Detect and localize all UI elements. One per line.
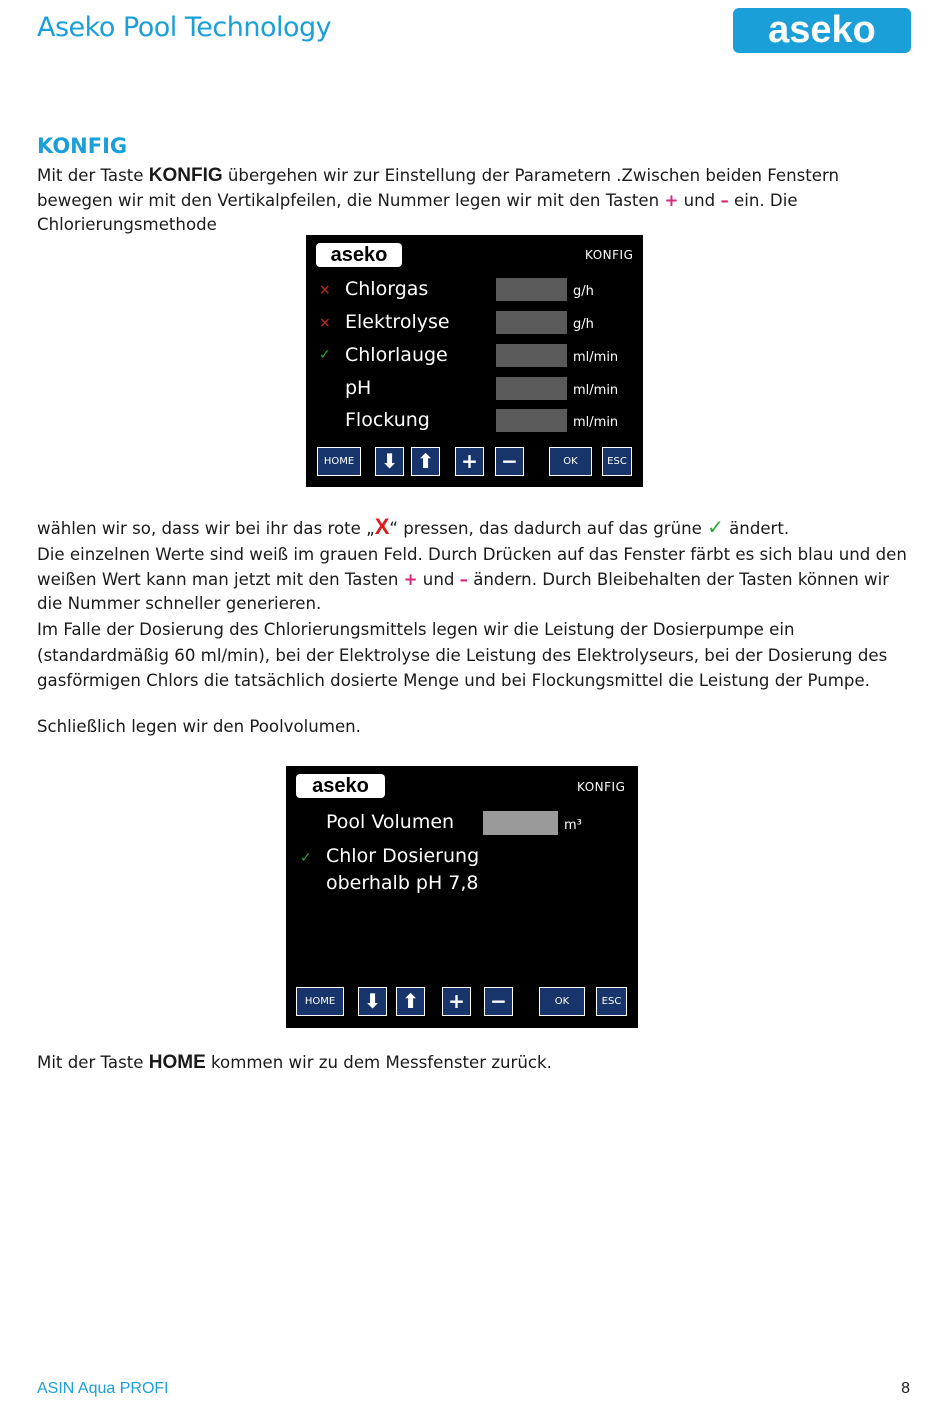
p1-text-b: “ pressen, das dadurch auf das grüne [389,519,708,538]
pool-volume-unit: m³ [564,818,582,833]
chlorgas-unit: g/h [573,284,594,299]
page-number: 8 [901,1380,910,1397]
minus-symbol: – [459,569,468,589]
screen1-title: KONFIG [585,248,634,262]
footer-product: ASIN Aqua PROFI [37,1380,169,1397]
p2-text-a: Die einzelnen Werte sind weiß im grauen Feld. Durch Drücken auf das Fenster färbt es sich blau und den weißen Wert kann man jetzt mit den Tasten [37,545,907,589]
ph-value-field[interactable] [496,377,567,400]
method-elektrolyse[interactable]: Elektrolyse [345,311,450,333]
plus-symbol: + [403,569,418,589]
paragraph-checkmark [37,515,917,542]
red-x-icon: × [319,315,331,331]
paragraph-home [37,1051,917,1076]
intro-text-4: ein. Die Chlorierungsmethode [37,190,798,234]
plus-button[interactable]: + [455,447,484,476]
method-chlorlauge[interactable]: Chlorlauge [345,344,448,366]
p1-text-a: wählen wir so, dass wir bei ihr das rote „ [37,519,375,538]
elektrolyse-value-field[interactable] [496,311,567,334]
paragraph-dosing: Im Falle der Dosierung des Chlorierungsmittels legen wir die Leistung der Dosierpumpe ein (standardmäßig 60 ml/min), bei der Elektrolyse die Leistung des Elektrolyseurs, bei der Dosierung des gasförmigen Chlors die tatsächlich dosierte Menge und bei Flockungsmittel die Leistung der Pumpe. [37,620,888,690]
arrow-down-icon[interactable]: ⬇ [358,987,387,1016]
flockung-value-field[interactable] [496,409,567,432]
outro-key-home: HOME [148,1052,206,1073]
minus-button[interactable]: − [484,987,513,1016]
ok-button[interactable]: OK [549,447,592,476]
chlor-dosing-option-line2: oberhalb pH 7,8 [326,872,479,894]
p1-text-c: ändert. [723,519,790,538]
header-title: Aseko Pool Technology [37,12,332,43]
method-ph[interactable]: pH [345,377,372,399]
chlorgas-value-field[interactable] [496,278,567,301]
aseko-logo: aseko [733,8,911,53]
plus-button[interactable]: + [442,987,471,1016]
screen2-title: KONFIG [577,780,626,794]
paragraph-volume: Schließlich legen wir den Poolvolumen. [37,717,361,736]
screen1-logo: aseko [316,243,402,267]
chlorlauge-value-field[interactable] [496,344,567,367]
plus-symbol: + [664,190,679,210]
arrow-up-icon[interactable]: ⬆ [411,447,440,476]
esc-button[interactable]: ESC [602,447,632,476]
outro-text-1: Mit der Taste [37,1053,149,1072]
outro-text-2: kommen wir zu dem Messfenster zurück. [205,1053,552,1072]
ph-unit: ml/min [573,383,619,398]
arrow-up-icon[interactable]: ⬆ [396,987,425,1016]
method-flockung[interactable]: Flockung [345,409,430,431]
konfig-screen-2 [286,766,638,1028]
pool-volume-label: Pool Volumen [326,811,455,833]
minus-symbol: – [720,190,729,210]
method-chlorgas[interactable]: Chlorgas [345,278,429,300]
intro-paragraph [37,164,917,238]
konfig-screen-1 [306,235,643,487]
screen2-logo: aseko [296,774,385,798]
green-check-icon: ✓ [319,347,331,363]
p2-text-b: und [417,569,460,589]
pool-volume-field[interactable] [483,811,558,835]
esc-button[interactable]: ESC [596,987,627,1016]
red-x-icon: X [374,514,390,539]
ok-button[interactable]: OK [539,987,585,1016]
arrow-down-icon[interactable]: ⬇ [375,447,404,476]
green-check-icon: ✓ [300,850,312,866]
intro-text-1: Mit der Taste [37,166,149,185]
red-x-icon: × [319,282,331,298]
home-button[interactable]: HOME [317,447,361,476]
minus-button[interactable]: − [495,447,524,476]
intro-key-konfig: KONFIG [148,165,223,186]
chlorlauge-unit: ml/min [573,350,619,365]
paragraph-values [37,543,917,617]
home-button[interactable]: HOME [296,987,344,1016]
flockung-unit: ml/min [573,415,619,430]
intro-text-3: und [678,190,721,210]
chlor-dosing-option[interactable]: Chlor Dosierung [326,845,480,867]
elektrolyse-unit: g/h [573,317,594,332]
section-title: KONFIG [37,134,128,158]
intro-text-2: übergehen wir zur Einstellung der Parametern .Zwischen beiden Fenstern bewegen wir mit den Vertikalpfeilen, die Nummer legen wir mit den Tasten [37,166,840,210]
p2-text-c: ändern. Durch Bleibehalten der Tasten können wir die Nummer schneller generieren. [37,569,890,613]
green-check-icon: ✓ [707,515,724,539]
